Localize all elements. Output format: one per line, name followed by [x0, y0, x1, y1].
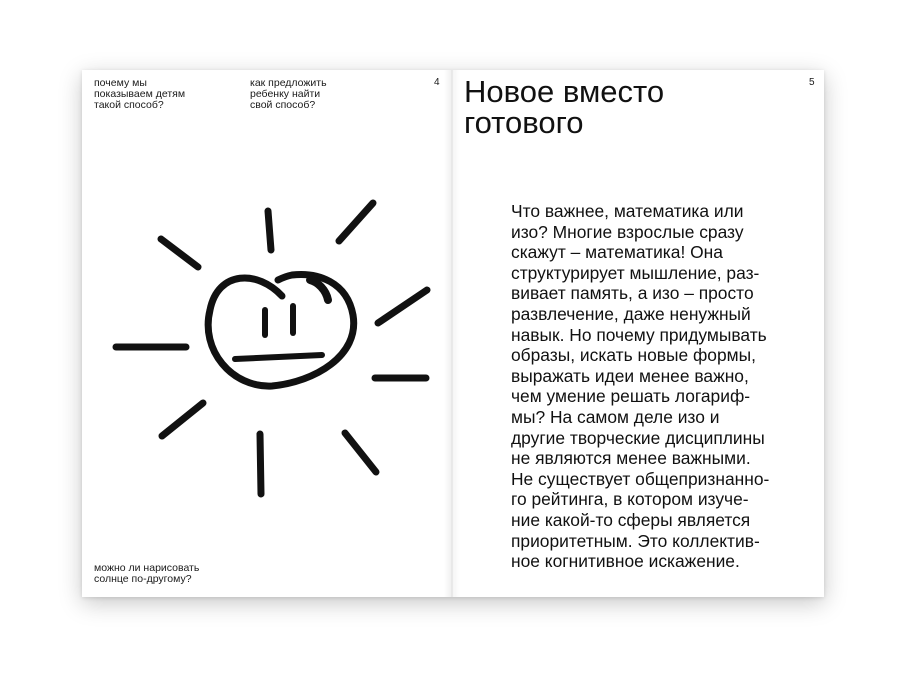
- left-page: [82, 70, 452, 597]
- sun-ray-top-right: [339, 203, 373, 241]
- right-page: [452, 70, 824, 597]
- sun-ray-right-upper: [378, 290, 427, 323]
- sun-ray-top-left: [161, 239, 198, 267]
- question-top-1: почему мы показываем детям такой способ?: [94, 77, 186, 111]
- sun-ray-bottom-right: [345, 433, 376, 472]
- question-top-2: как предложить ребенку найти свой способ?: [250, 77, 327, 111]
- sun-mouth: [235, 355, 322, 359]
- page-number-right: 5: [809, 77, 815, 88]
- sun-drawing-icon: [82, 70, 452, 597]
- question-bottom: можно ли нарисовать солнце по-другому?: [94, 562, 200, 585]
- sun-ray-bottom-left: [162, 403, 203, 436]
- page-number-left: 4: [434, 77, 440, 88]
- book-spread: [82, 70, 824, 597]
- sun-ray-top: [268, 211, 271, 250]
- sun-face-circle: [208, 274, 354, 386]
- body-paragraph: Что важнее, математика или изо? Многие взрослые сразу скажут – математика! Она структурирует мышление, раз- вивает память, а изо – просто развлечение, даже ненужный навык. Но почему придумывать образы, искать новые формы, выражать идеи менее важно, чем умение решать логариф- мы? На самом деле изо и другие творческие дисциплины не являются менее важными. Не существует общепризнанно- го рейтинга, в котором изуче- ние какой-то сферы является приоритетным. Это коллектив- ное когнитивное искажение.: [511, 201, 770, 572]
- sun-ray-bottom: [260, 434, 261, 494]
- page-title: Новое вместо готового: [464, 74, 665, 140]
